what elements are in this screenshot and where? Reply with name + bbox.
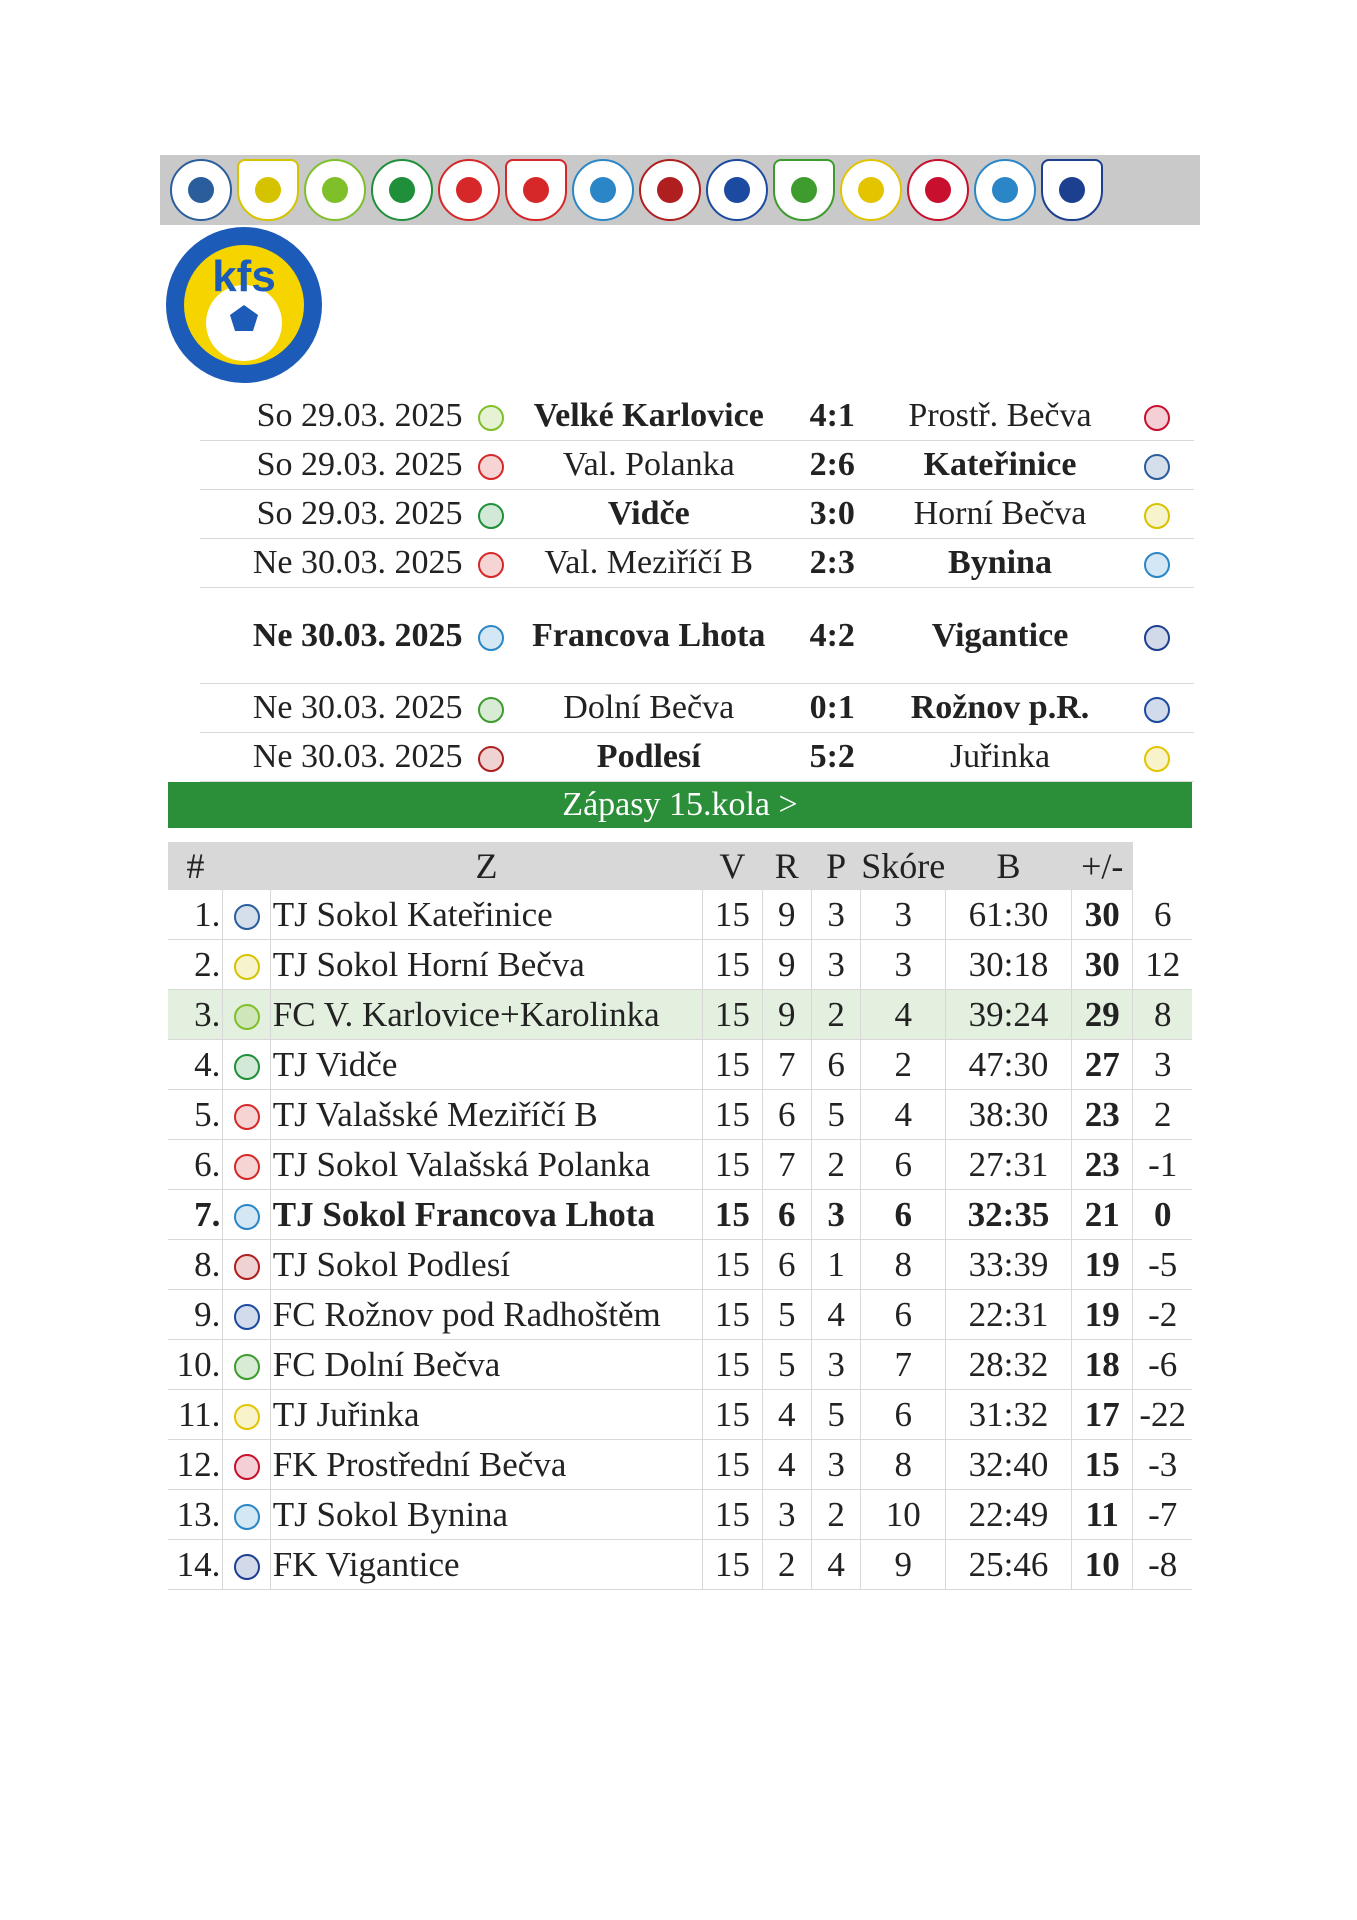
club-logo-katerinice xyxy=(170,159,232,221)
draws: 3 xyxy=(811,1190,860,1240)
team-name: TJ Sokol Kateřinice xyxy=(270,890,702,940)
rank: 14. xyxy=(168,1540,223,1590)
wins: 9 xyxy=(762,990,811,1040)
match-score: 5:2 xyxy=(785,733,879,782)
draws: 5 xyxy=(811,1390,860,1440)
wins: 7 xyxy=(762,1040,811,1090)
team-name: FK Prostřední Bečva xyxy=(270,1440,702,1490)
club-logo-podlesi xyxy=(639,159,701,221)
away-team: Rožnov p.R. xyxy=(879,684,1120,733)
losses: 4 xyxy=(861,990,946,1040)
standings-row xyxy=(168,1340,1192,1390)
club-logo-strip xyxy=(160,155,1200,225)
kfs-logo-text: kfs xyxy=(212,252,276,301)
standings-header-cell: Z xyxy=(270,842,702,890)
draws: 2 xyxy=(811,1490,860,1540)
wins: 6 xyxy=(762,1240,811,1290)
goal-difference: -3 xyxy=(1133,1440,1192,1490)
team-icon xyxy=(223,1540,270,1590)
points: 19 xyxy=(1071,1240,1132,1290)
home-team-icon xyxy=(471,588,513,684)
points: 11 xyxy=(1071,1490,1132,1540)
team-name: TJ Valašské Meziříčí B xyxy=(270,1090,702,1140)
match-score: 3:0 xyxy=(785,490,879,539)
goal-score: 32:40 xyxy=(946,1440,1072,1490)
points: 15 xyxy=(1071,1440,1132,1490)
team-name: FC V. Karlovice+Karolinka xyxy=(270,990,702,1040)
club-logo-prostredni-becva xyxy=(907,159,969,221)
match-results-table xyxy=(200,392,1194,782)
round-link[interactable]: Zápasy 15.kola > xyxy=(168,782,1192,828)
standings-row xyxy=(168,890,1192,940)
draws: 5 xyxy=(811,1090,860,1140)
rank: 13. xyxy=(168,1490,223,1540)
standings-row xyxy=(168,1490,1192,1540)
draws: 6 xyxy=(811,1040,860,1090)
team-name: TJ Juřinka xyxy=(270,1390,702,1440)
goal-difference: -1 xyxy=(1133,1140,1192,1190)
home-team: Val. Meziříčí B xyxy=(512,539,785,588)
goal-difference: -6 xyxy=(1133,1340,1192,1390)
club-logo-vigantice xyxy=(1041,159,1103,221)
match-row xyxy=(200,684,1194,733)
away-team-icon xyxy=(1121,733,1194,782)
matches-played: 15 xyxy=(703,1390,762,1440)
team-icon xyxy=(223,890,270,940)
rank: 8. xyxy=(168,1240,223,1290)
home-team: Velké Karlovice xyxy=(512,392,785,441)
matches-played: 15 xyxy=(703,940,762,990)
team-icon xyxy=(223,940,270,990)
match-score: 2:3 xyxy=(785,539,879,588)
goal-difference: -8 xyxy=(1133,1540,1192,1590)
goal-score: 31:32 xyxy=(946,1390,1072,1440)
goal-score: 27:31 xyxy=(946,1140,1072,1190)
team-icon xyxy=(223,1340,270,1390)
away-team: Kateřinice xyxy=(879,441,1120,490)
goal-difference: 0 xyxy=(1133,1190,1192,1240)
club-logo-bynina xyxy=(974,159,1036,221)
away-team: Prostř. Bečva xyxy=(879,392,1120,441)
goal-score: 47:30 xyxy=(946,1040,1072,1090)
match-row xyxy=(200,441,1194,490)
match-date: Ne 30.03. 2025 xyxy=(200,588,471,684)
wins: 9 xyxy=(762,890,811,940)
wins: 2 xyxy=(762,1540,811,1590)
losses: 10 xyxy=(861,1490,946,1540)
goal-score: 30:18 xyxy=(946,940,1072,990)
rank: 7. xyxy=(168,1190,223,1240)
goal-difference: 8 xyxy=(1133,990,1192,1040)
matches-played: 15 xyxy=(703,990,762,1040)
team-icon xyxy=(223,1140,270,1190)
goal-score: 33:39 xyxy=(946,1240,1072,1290)
draws: 4 xyxy=(811,1290,860,1340)
standings-row xyxy=(168,1140,1192,1190)
club-logo-vidce xyxy=(371,159,433,221)
match-score: 0:1 xyxy=(785,684,879,733)
goal-difference: 3 xyxy=(1133,1040,1192,1090)
losses: 3 xyxy=(861,890,946,940)
match-date: So 29.03. 2025 xyxy=(200,441,471,490)
goal-difference: 6 xyxy=(1133,890,1192,940)
goal-score: 38:30 xyxy=(946,1090,1072,1140)
goal-difference: -22 xyxy=(1133,1390,1192,1440)
rank: 11. xyxy=(168,1390,223,1440)
draws: 4 xyxy=(811,1540,860,1590)
team-name: TJ Sokol Horní Bečva xyxy=(270,940,702,990)
away-team-icon xyxy=(1121,539,1194,588)
club-logo-francova-lhota xyxy=(572,159,634,221)
points: 19 xyxy=(1071,1290,1132,1340)
match-score: 4:1 xyxy=(785,392,879,441)
team-name: TJ Sokol Francova Lhota xyxy=(270,1190,702,1240)
league-standings-table xyxy=(168,842,1192,1590)
rank: 5. xyxy=(168,1090,223,1140)
points: 27 xyxy=(1071,1040,1132,1090)
goal-score: 39:24 xyxy=(946,990,1072,1040)
away-team-icon xyxy=(1121,684,1194,733)
team-icon xyxy=(223,1440,270,1490)
standings-row xyxy=(168,1390,1192,1440)
rank: 3. xyxy=(168,990,223,1040)
match-date: Ne 30.03. 2025 xyxy=(200,539,471,588)
wins: 5 xyxy=(762,1340,811,1390)
goal-score: 32:35 xyxy=(946,1190,1072,1240)
match-row xyxy=(200,539,1194,588)
away-team-icon xyxy=(1121,490,1194,539)
wins: 4 xyxy=(762,1440,811,1490)
match-date: Ne 30.03. 2025 xyxy=(200,684,471,733)
team-name: TJ Sokol Bynina xyxy=(270,1490,702,1540)
rank: 2. xyxy=(168,940,223,990)
rank: 10. xyxy=(168,1340,223,1390)
home-team-icon xyxy=(471,441,513,490)
points: 17 xyxy=(1071,1390,1132,1440)
standings-row xyxy=(168,1240,1192,1290)
matches-played: 15 xyxy=(703,1540,762,1590)
home-team: Val. Polanka xyxy=(512,441,785,490)
losses: 6 xyxy=(861,1140,946,1190)
draws: 1 xyxy=(811,1240,860,1290)
team-name: FC Rožnov pod Radhoštěm xyxy=(270,1290,702,1340)
matches-played: 15 xyxy=(703,1290,762,1340)
wins: 5 xyxy=(762,1290,811,1340)
goal-score: 28:32 xyxy=(946,1340,1072,1390)
standings-row xyxy=(168,1090,1192,1140)
matches-played: 15 xyxy=(703,1090,762,1140)
standings-row xyxy=(168,1290,1192,1340)
losses: 7 xyxy=(861,1340,946,1390)
club-logo-jurinka xyxy=(840,159,902,221)
draws: 3 xyxy=(811,1340,860,1390)
losses: 8 xyxy=(861,1440,946,1490)
points: 21 xyxy=(1071,1190,1132,1240)
draws: 2 xyxy=(811,1140,860,1190)
points: 23 xyxy=(1071,1090,1132,1140)
standings-header-cell: +/- xyxy=(1071,842,1132,890)
club-logo-horni-becva xyxy=(237,159,299,221)
rank: 9. xyxy=(168,1290,223,1340)
team-icon xyxy=(223,1190,270,1240)
losses: 6 xyxy=(861,1290,946,1340)
standings-header-cell: R xyxy=(762,842,811,890)
standings-header-cell xyxy=(223,842,270,890)
standings-header-cell: # xyxy=(168,842,223,890)
team-icon xyxy=(223,1240,270,1290)
losses: 6 xyxy=(861,1390,946,1440)
wins: 4 xyxy=(762,1390,811,1440)
goal-score: 61:30 xyxy=(946,890,1072,940)
points: 23 xyxy=(1071,1140,1132,1190)
standings-row xyxy=(168,1540,1192,1590)
team-name: TJ Sokol Podlesí xyxy=(270,1240,702,1290)
team-icon xyxy=(223,1040,270,1090)
match-score: 2:6 xyxy=(785,441,879,490)
goal-difference: -5 xyxy=(1133,1240,1192,1290)
goal-score: 22:49 xyxy=(946,1490,1072,1540)
goal-difference: 12 xyxy=(1133,940,1192,990)
goal-score: 22:31 xyxy=(946,1290,1072,1340)
team-name: TJ Sokol Valašská Polanka xyxy=(270,1140,702,1190)
away-team-icon xyxy=(1121,441,1194,490)
points: 29 xyxy=(1071,990,1132,1040)
club-logo-velke-karlovice xyxy=(304,159,366,221)
losses: 6 xyxy=(861,1190,946,1240)
points: 10 xyxy=(1071,1540,1132,1590)
home-team: Podlesí xyxy=(512,733,785,782)
away-team-icon xyxy=(1121,392,1194,441)
match-row xyxy=(200,588,1194,684)
goal-difference: -2 xyxy=(1133,1290,1192,1340)
club-logo-val-polanka xyxy=(505,159,567,221)
goal-difference: 2 xyxy=(1133,1090,1192,1140)
match-row xyxy=(200,392,1194,441)
matches-played: 15 xyxy=(703,1340,762,1390)
team-icon xyxy=(223,990,270,1040)
match-score: 4:2 xyxy=(785,588,879,684)
standings-row xyxy=(168,990,1192,1040)
team-name: TJ Vidče xyxy=(270,1040,702,1090)
rank: 1. xyxy=(168,890,223,940)
matches-played: 15 xyxy=(703,1240,762,1290)
team-icon xyxy=(223,1290,270,1340)
standings-row xyxy=(168,1190,1192,1240)
points: 30 xyxy=(1071,940,1132,990)
home-team: Francova Lhota xyxy=(512,588,785,684)
away-team: Vigantice xyxy=(879,588,1120,684)
home-team-icon xyxy=(471,539,513,588)
home-team-icon xyxy=(471,684,513,733)
club-logo-roznov xyxy=(706,159,768,221)
standings-header-cell: B xyxy=(946,842,1072,890)
home-team-icon xyxy=(471,490,513,539)
matches-played: 15 xyxy=(703,1040,762,1090)
rank: 12. xyxy=(168,1440,223,1490)
standings-row xyxy=(168,1440,1192,1490)
team-icon xyxy=(223,1490,270,1540)
away-team: Horní Bečva xyxy=(879,490,1120,539)
matches-played: 15 xyxy=(703,1140,762,1190)
standings-header-cell: Skóre xyxy=(861,842,946,890)
matches-played: 15 xyxy=(703,1440,762,1490)
standings-header-cell: V xyxy=(703,842,762,890)
club-logo-val-mezirici xyxy=(438,159,500,221)
rank: 4. xyxy=(168,1040,223,1090)
team-name: FK Vigantice xyxy=(270,1540,702,1590)
draws: 3 xyxy=(811,1440,860,1490)
goal-difference: -7 xyxy=(1133,1490,1192,1540)
losses: 8 xyxy=(861,1240,946,1290)
losses: 9 xyxy=(861,1540,946,1590)
home-team-icon xyxy=(471,733,513,782)
standings-row xyxy=(168,940,1192,990)
matches-played: 15 xyxy=(703,1190,762,1240)
match-date: So 29.03. 2025 xyxy=(200,392,471,441)
wins: 6 xyxy=(762,1090,811,1140)
home-team-icon xyxy=(471,392,513,441)
matches-played: 15 xyxy=(703,1490,762,1540)
wins: 6 xyxy=(762,1190,811,1240)
draws: 3 xyxy=(811,940,860,990)
standings-header-cell: P xyxy=(811,842,860,890)
wins: 9 xyxy=(762,940,811,990)
away-team: Bynina xyxy=(879,539,1120,588)
home-team: Dolní Bečva xyxy=(512,684,785,733)
match-row xyxy=(200,490,1194,539)
kfs-logo xyxy=(162,225,327,385)
team-icon xyxy=(223,1090,270,1140)
losses: 2 xyxy=(861,1040,946,1090)
standings-row xyxy=(168,1040,1192,1090)
points: 30 xyxy=(1071,890,1132,940)
match-row xyxy=(200,733,1194,782)
matches-played: 15 xyxy=(703,890,762,940)
points: 18 xyxy=(1071,1340,1132,1390)
match-date: So 29.03. 2025 xyxy=(200,490,471,539)
draws: 3 xyxy=(811,890,860,940)
away-team-icon xyxy=(1121,588,1194,684)
club-logo-dolni-becva xyxy=(773,159,835,221)
wins: 3 xyxy=(762,1490,811,1540)
match-date: Ne 30.03. 2025 xyxy=(200,733,471,782)
losses: 4 xyxy=(861,1090,946,1140)
goal-score: 25:46 xyxy=(946,1540,1072,1590)
team-name: FC Dolní Bečva xyxy=(270,1340,702,1390)
away-team: Juřinka xyxy=(879,733,1120,782)
losses: 3 xyxy=(861,940,946,990)
rank: 6. xyxy=(168,1140,223,1190)
home-team: Vidče xyxy=(512,490,785,539)
wins: 7 xyxy=(762,1140,811,1190)
draws: 2 xyxy=(811,990,860,1040)
team-icon xyxy=(223,1390,270,1440)
